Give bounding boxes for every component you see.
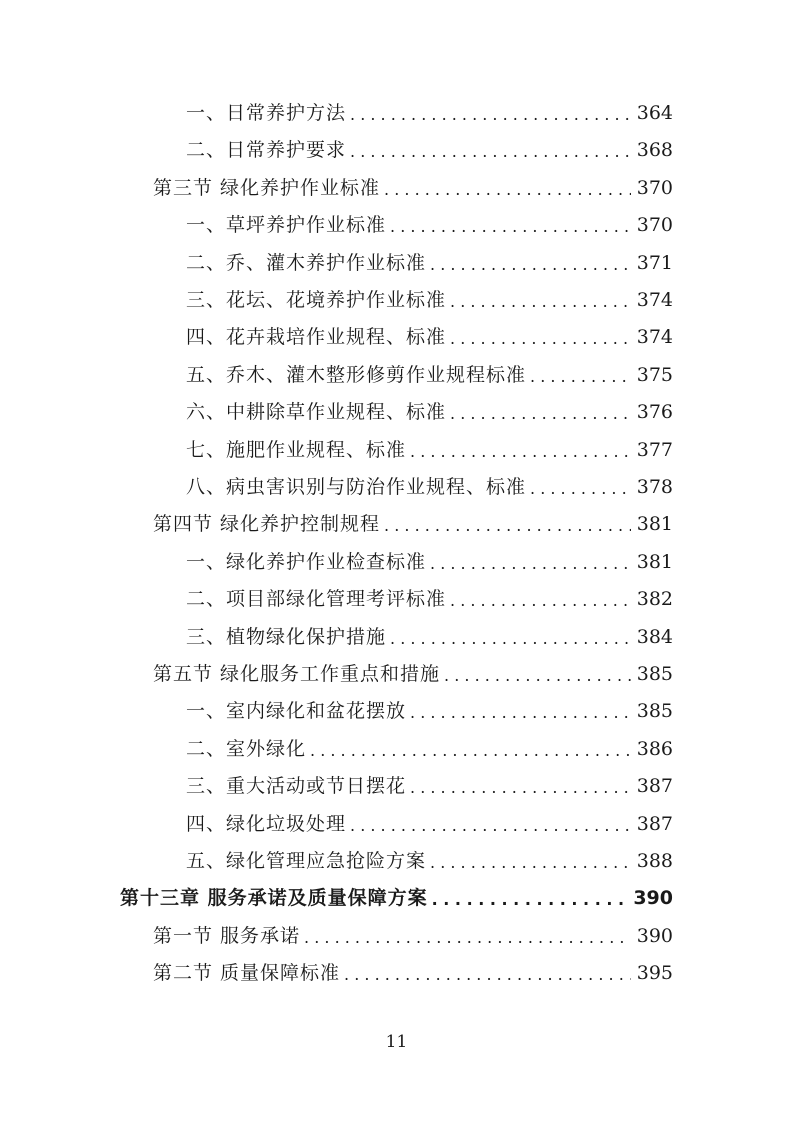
toc-entry-title: 七、施肥作业规程、标准 [186,439,407,461]
toc-entry-title: 一、绿化养护作业检查标准 [186,551,427,573]
toc-entry-title: 一、草坪养护作业标准 [186,214,387,236]
toc-dot-leader [430,852,631,874]
toc-entry[interactable] [186,474,673,500]
toc-entry-page: 387 [636,813,673,835]
toc-dot-leader [390,216,631,238]
toc-entry-page: 388 [636,850,673,872]
toc-entry-page: 390 [633,887,673,909]
toc-entry-title: 第五节 绿化服务工作重点和措施 [153,663,441,685]
toc-dot-leader [450,403,631,425]
toc-entry-page: 386 [636,738,673,760]
toc-entry[interactable] [186,848,673,874]
toc-entry-page: 378 [636,476,673,498]
toc-dot-leader [430,254,631,276]
toc-entry-title: 二、项目部绿化管理考评标准 [186,588,447,610]
toc-entry[interactable] [153,511,673,537]
toc-entry[interactable] [186,250,673,276]
toc-entry[interactable] [186,549,673,575]
toc-entry[interactable] [186,212,673,238]
toc-entry-title: 第一节 服务承诺 [153,925,301,947]
toc-entry-title: 一、日常养护方法 [186,102,347,124]
toc-entry-page: 381 [636,551,673,573]
toc-entry-page: 374 [636,289,673,311]
toc-dot-leader [350,815,631,837]
toc-entry-title: 第四节 绿化养护控制规程 [153,513,381,535]
toc-entry[interactable] [186,811,673,837]
toc-dot-leader [530,478,631,500]
toc-dot-leader [450,590,631,612]
toc-entry-page: 376 [636,401,673,423]
toc-entry-page: 368 [636,139,673,161]
toc-entry[interactable] [186,773,673,799]
toc-entry-title: 二、日常养护要求 [186,139,347,161]
toc-entry-title: 三、花坛、花境养护作业标准 [186,289,447,311]
toc-entry-title: 三、重大活动或节日摆花 [186,775,407,797]
toc-entry[interactable] [186,586,673,612]
toc-entry[interactable] [186,624,673,650]
toc-entry[interactable] [186,698,673,724]
toc-dot-leader [390,628,631,650]
toc-entry-title: 六、中耕除草作业规程、标准 [186,401,447,423]
toc-entry[interactable] [186,100,673,126]
toc-entry[interactable] [186,324,673,350]
toc-entry-title: 四、绿化垃圾处理 [186,813,347,835]
toc-entry-title: 第二节 质量保障标准 [153,962,341,984]
toc-entry[interactable] [153,960,673,986]
toc-entry[interactable] [186,399,673,425]
toc-entry-page: 375 [636,364,673,386]
toc-entry-title: 第三节 绿化养护作业标准 [153,177,381,199]
toc-entry-page: 390 [636,925,673,947]
toc-dot-leader [310,740,631,762]
toc-entry-title: 第十三章 服务承诺及质量保障方案 [120,887,428,909]
toc-entry-page: 370 [636,177,673,199]
toc-entry-page: 385 [636,700,673,722]
toc-entry-page: 381 [636,513,673,535]
toc-entry-page: 364 [636,102,673,124]
toc-entry-page: 384 [636,626,673,648]
toc-dot-leader [304,927,631,949]
toc-dot-leader [350,141,631,163]
toc-dot-leader [432,889,628,911]
toc-entry[interactable] [153,175,673,201]
toc-dot-leader [410,777,631,799]
toc-entry-page: 385 [636,663,673,685]
toc-dot-leader [410,702,631,724]
toc-entry-title: 二、室外绿化 [186,738,307,760]
toc-dot-leader [530,366,631,388]
toc-entry-page: 377 [636,439,673,461]
toc-dot-leader [350,104,631,126]
toc-entry[interactable] [186,362,673,388]
toc-entry-page: 395 [636,962,673,984]
toc-entry[interactable] [186,287,673,313]
toc-entry[interactable] [186,437,673,463]
toc-dot-leader [450,291,631,313]
toc-entry-page: 370 [636,214,673,236]
toc-entry-title: 五、乔木、灌木整形修剪作业规程标准 [186,364,527,386]
toc-entry-title: 二、乔、灌木养护作业标准 [186,252,427,274]
toc-entry-title: 八、病虫害识别与防治作业规程、标准 [186,476,527,498]
toc-entry-title: 四、花卉栽培作业规程、标准 [186,326,447,348]
toc-entry-page: 371 [636,252,673,274]
toc-dot-leader [450,328,631,350]
toc-dot-leader [384,179,631,201]
toc-entry-title: 五、绿化管理应急抢险方案 [186,850,427,872]
toc-entry-page: 374 [636,326,673,348]
toc-entry-title: 三、植物绿化保护措施 [186,626,387,648]
toc-entry-title: 一、室内绿化和盆花摆放 [186,700,407,722]
toc-entry-page: 387 [636,775,673,797]
toc-entry[interactable] [120,885,673,911]
toc-entry[interactable] [153,923,673,949]
toc-dot-leader [344,964,631,986]
toc-dot-leader [444,665,631,687]
page-number: 11 [385,1032,408,1052]
toc-dot-leader [430,553,631,575]
toc-entry[interactable] [153,661,673,687]
toc-entry[interactable] [186,736,673,762]
toc-dot-leader [384,515,631,537]
toc-dot-leader [410,441,631,463]
toc-entry[interactable] [186,137,673,163]
toc-entry-page: 382 [636,588,673,610]
